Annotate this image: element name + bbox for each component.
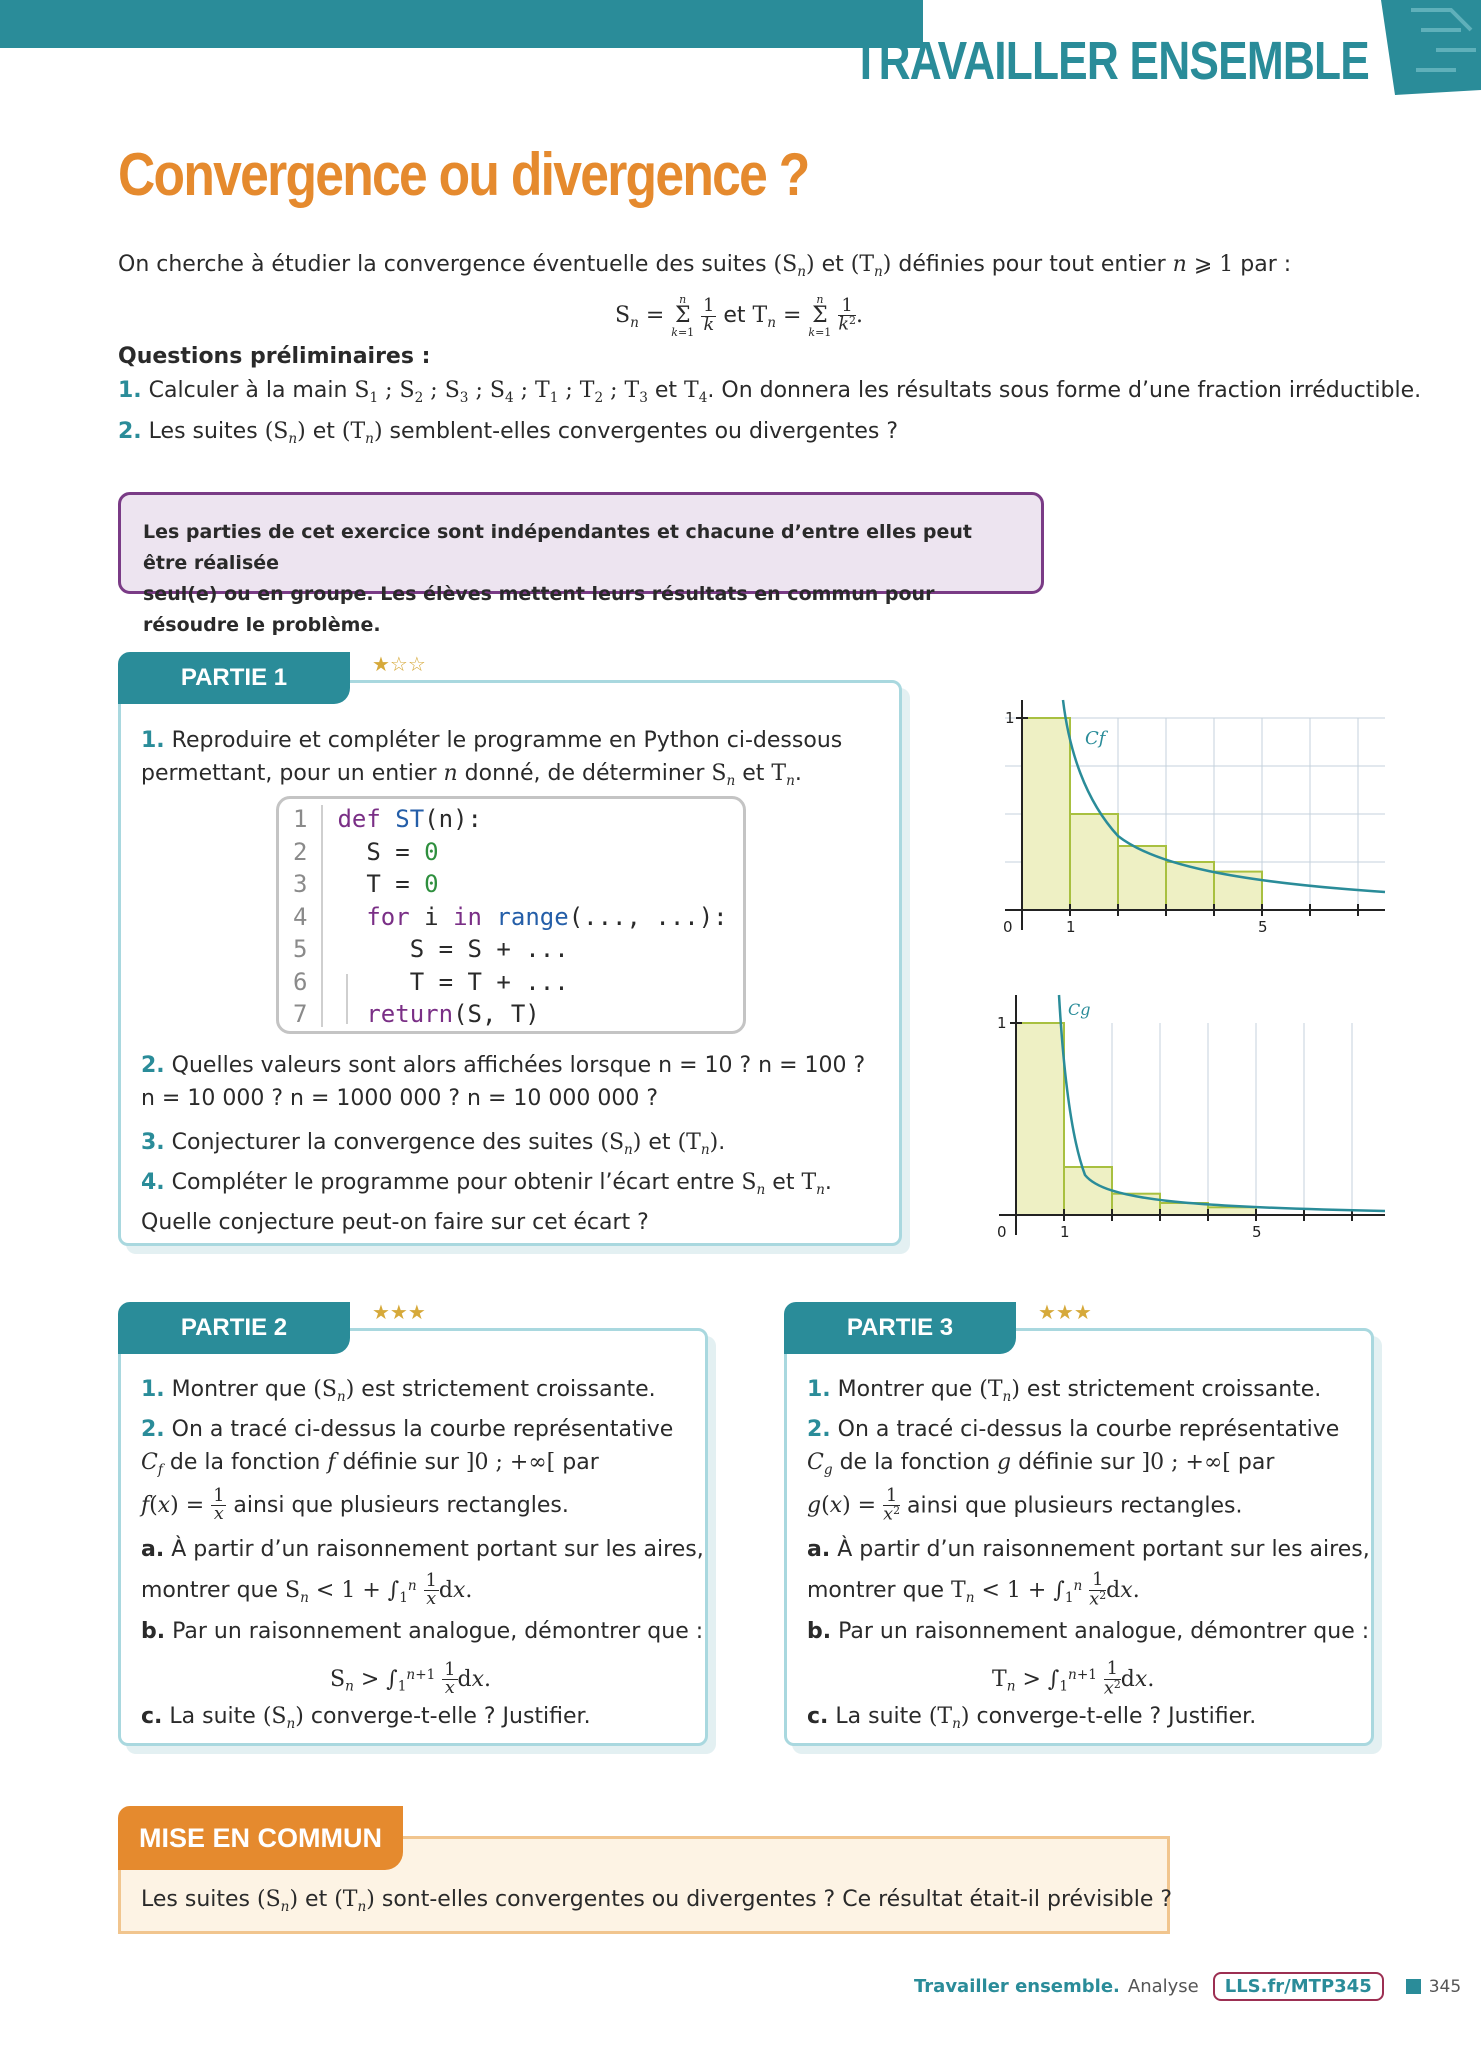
page-number: 345: [1428, 1976, 1462, 1997]
preliminary-question-1: 1. Calculer à la main $S_1$ ; $S_2$ ; $S_3$ ; $S_4$ ; $T_1$ ; $T_2$ ; $T_3$ et $T_4$. On donnera les résultats sous forme d’une fraction irréductible.: [118, 378, 1422, 406]
info-note: [118, 492, 1044, 636]
part1-question-3: 3. Conjecturer la convergence des suites $(S_n)$ et $(T_n)$.: [141, 1130, 726, 1158]
preliminary-question-2: 2. Les suites $(S_n)$ et $(T_n)$ semblent-elles convergentes ou divergentes ?: [118, 419, 899, 447]
part3-question-2a: a. À partir d’un raisonnement portant sur les aires, montrer que $T_n < 1 + \int_1^n$ $\frac{1}{x^2}$ dx.: [807, 1537, 1370, 1610]
part3-inequality: $T_n > \int_1^{n+1}$ $\frac{1}{x^2}$ dx.: [992, 1659, 1155, 1699]
graph-f-tick-0: 0: [1003, 918, 1013, 936]
part3-difficulty-stars: ★★★: [1038, 1300, 1092, 1324]
note-line-1: Les parties de cet exercice sont indépendantes et chacune d’entre elles peut être réalisée: [143, 521, 972, 574]
graph-g-tick-0: 0: [997, 1223, 1007, 1241]
footer-subsection: Analyse: [1127, 1976, 1199, 1997]
section-title: TRAVAILLER ENSEMBLE: [852, 31, 1369, 91]
part2-question-1: 1. Montrer que $(S_n)$ est strictement croissante.: [141, 1377, 656, 1405]
part2-question-2a: a. À partir d’un raisonnement portant sur les aires, montrer que $S_n < 1 + \int_1^n$ $\frac{1}{x}$ dx.: [141, 1537, 704, 1610]
intro-paragraph: On cherche à étudier la convergence éventuelle des suites $(S_n)$ et $(T_n)$ définies pour tout entier n ⩾ 1 par :: [118, 252, 1292, 280]
part2-question-2c: c. La suite $(S_n)$ converge-t-elle ? Justifier.: [141, 1704, 591, 1732]
graph-f: [985, 680, 1395, 945]
code-line-1: 1 def ST(n):: [293, 805, 482, 833]
code-line-3: 3 T = 0: [293, 870, 439, 898]
graph-g-tick-1: 1: [1060, 1223, 1070, 1241]
part1-question-1: 1. Reproduire et compléter le programme en Python ci-dessous permettant, pour un entier n donné, de déterminer $S_n$ et $T_n$.: [141, 728, 843, 789]
part3-tab: PARTIE 3: [784, 1302, 1016, 1354]
footer-section: Travailler ensemble.: [914, 1976, 1120, 1997]
graph-g-curve-label: Cg: [1068, 1000, 1091, 1019]
header-bar: [0, 0, 923, 48]
graph-f-tick-1: 1: [1066, 918, 1076, 936]
part2-inequality: $S_n > \int_1^{n+1}$ $\frac{1}{x}$ dx.: [330, 1659, 492, 1699]
part2-question-2: 2. On a tracé ci-dessus la courbe représentative $C_f$ de la fonction f définie sur ]0 ; +∞[ par f(x) = $\frac{1}{x}$ ainsi que plusieurs rectangles.: [141, 1417, 674, 1525]
code-line-6: 6 T = T + ...: [293, 967, 569, 996]
code-line-2: 2 S = 0: [293, 837, 439, 866]
graph-g: [985, 985, 1395, 1250]
mise-en-commun-text: Les suites $(S_n)$ et $(T_n)$ sont-elles convergentes ou divergentes ? Ce résultat était-il prévisible ?: [141, 1887, 1173, 1915]
part2-tab: PARTIE 2: [118, 1302, 350, 1354]
footer-link[interactable]: LLS.fr/MTP345: [1213, 1972, 1384, 2001]
part1-question-4: 4. Compléter le programme pour obtenir l’écart entre $S_n$ et $T_n$. Quelle conjecture peut-on faire sur cet écart ?: [141, 1170, 832, 1235]
corner-decoration: [1381, 0, 1481, 95]
graph-g-tick-5: 5: [1252, 1223, 1262, 1241]
graph-f-ytick-1: 1: [1005, 709, 1015, 727]
part3-question-2b: b. Par un raisonnement analogue, démontrer que :: [807, 1619, 1370, 1644]
note-line-2: seul(e) ou en groupe. Les élèves mettent leurs résultats en commun pour résoudre le problème.: [143, 583, 935, 636]
part1-difficulty-stars: ★☆☆: [372, 652, 426, 676]
graph-f-curve-label: Cf: [1085, 728, 1106, 749]
part1-tab: PARTIE 1: [118, 652, 350, 704]
code-line-7: 7 return(S, T): [293, 1000, 540, 1028]
page-title: Convergence ou divergence ?: [118, 141, 809, 208]
python-code-block: [276, 796, 746, 1034]
footer-square-icon: [1406, 1979, 1421, 1994]
preliminary-heading: Questions préliminaires :: [118, 344, 431, 369]
code-line-4: 4 for i in range(..., ...):: [293, 902, 728, 931]
part3-question-2: 2. On a tracé ci-dessus la courbe représentative $C_g$ de la fonction g définie sur ]0 ; +∞[ par g(x) = $\frac{1}{x^2}$ ainsi que plusieurs rectangles.: [807, 1417, 1340, 1525]
part2-question-2b: b. Par un raisonnement analogue, démontrer que :: [141, 1619, 704, 1644]
footer: [914, 1972, 1461, 2001]
part1-question-2: 2. Quelles valeurs sont alors affichées lorsque n = 10 ? n = 100 ? n = 10 000 ? n = 1000 000 ? n = 10 000 000 ?: [141, 1053, 866, 1111]
definition-formula: $S_n$ = n Σ k=1 $\frac{1}{k}$ et $T_n$ = n Σ k=1 $\frac{1}{k^2}$ .: [615, 293, 863, 339]
mise-en-commun-tab: MISE EN COMMUN: [118, 1806, 403, 1870]
part2-difficulty-stars: ★★★: [372, 1300, 426, 1324]
graph-f-tick-5: 5: [1258, 918, 1268, 936]
part3-question-1: 1. Montrer que $(T_n)$ est strictement croissante.: [807, 1377, 1322, 1405]
part3-question-2c: c. La suite $(T_n)$ converge-t-elle ? Justifier.: [807, 1704, 1257, 1732]
code-line-5: 5 S = S + ...: [293, 935, 569, 963]
graph-g-ytick-1: 1: [997, 1014, 1007, 1032]
